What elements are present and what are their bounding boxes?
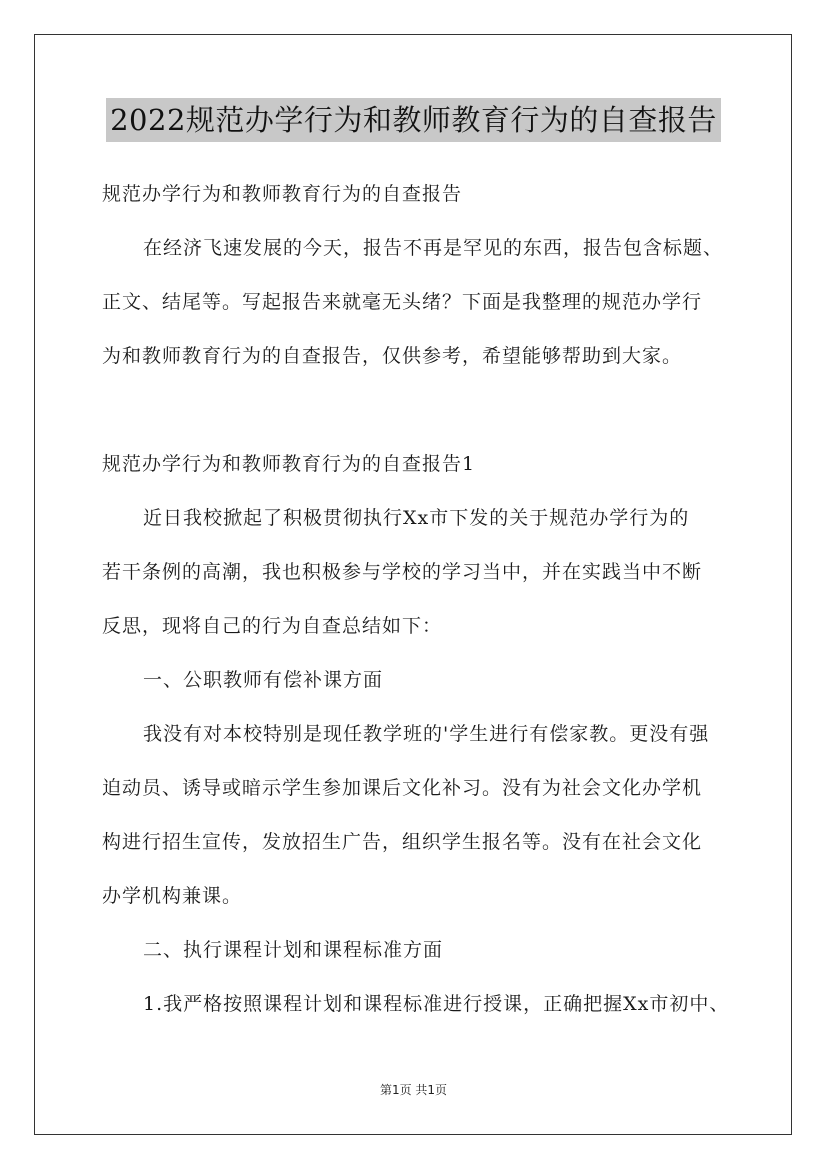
title-container [0, 98, 827, 142]
document-title: 2022规范办学行为和教师教育行为的自查报告 [106, 98, 721, 142]
subheading-2: 二、执行课程计划和课程标准方面 [143, 939, 444, 961]
doc-subtitle: 规范办学行为和教师教育行为的自查报告 [102, 183, 463, 205]
paragraph-line: 我没有对本校特别是现任教学班的'学生进行有偿家教。更没有强 [143, 723, 710, 745]
paragraph-line: 若干条例的高潮，我也积极参与学校的学习当中，并在实践当中不断 [102, 561, 703, 583]
subheading-1: 一、公职教师有偿补课方面 [143, 669, 384, 691]
paragraph-line: 迫动员、诱导或暗示学生参加课后文化补习。没有为社会文化办学机 [102, 777, 703, 799]
paragraph-line: 近日我校掀起了积极贯彻执行Xx市下发的关于规范办学行为的 [143, 507, 690, 529]
intro-line-3: 为和教师教育行为的自查报告，仅供参考，希望能够帮助到大家。 [102, 345, 683, 367]
section-heading-1: 规范办学行为和教师教育行为的自查报告1 [102, 453, 476, 475]
paragraph-line: 办学机构兼课。 [102, 885, 243, 907]
intro-line-1: 在经济飞速发展的今天，报告不再是罕见的东西，报告包含标题、 [143, 237, 724, 259]
page-footer: 第1页 共1页 [379, 1083, 448, 1097]
intro-line-2: 正文、结尾等。写起报告来就毫无头绪？下面是我整理的规范办学行 [102, 291, 703, 313]
paragraph-line: 反思，现将自己的行为自查总结如下： [102, 615, 443, 637]
paragraph-line: 1.我严格按照课程计划和课程标准进行授课，正确把握Xx市初中、 [143, 993, 730, 1015]
paragraph-line: 构进行招生宣传，发放招生广告，组织学生报名等。没有在社会文化 [102, 831, 703, 853]
